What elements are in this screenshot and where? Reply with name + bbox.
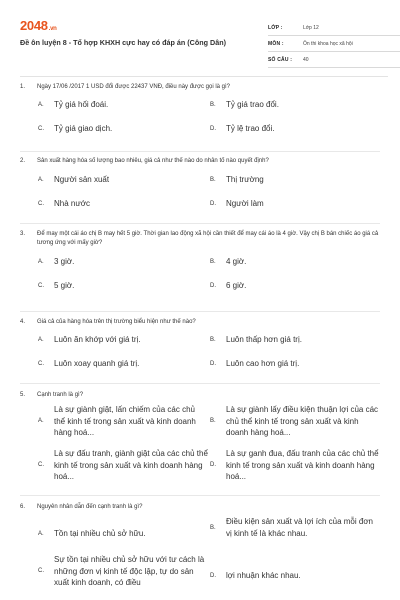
- option-text: Tỷ giá giao dịch.: [54, 124, 113, 133]
- option-text: 3 giờ.: [54, 257, 75, 266]
- question-text: Để may một cái áo chị B may hết 5 giờ. Thời gian lao động xã hội cần thiết để may cái áo là 4 giờ. Vậy chị B bán chiếc áo giá cả tương ứng với mấy giờ?: [37, 231, 379, 246]
- option-letter: D.: [210, 572, 216, 579]
- option-letter: C.: [38, 200, 44, 207]
- option-c[interactable]: [38, 280, 208, 292]
- option-text: Người sản xuất: [54, 175, 110, 184]
- option-c[interactable]: [38, 198, 208, 210]
- option-a[interactable]: [38, 174, 208, 186]
- option-text: Tồn tại nhiều chủ sở hữu.: [54, 529, 146, 539]
- option-a[interactable]: [38, 522, 208, 546]
- option-text: lợi nhuận khác nhau.: [226, 571, 301, 580]
- option-letter: B.: [210, 336, 216, 343]
- option-letter: D.: [210, 360, 216, 367]
- option-text: Là sự đấu tranh, giành giật của các chủ thể kinh tế trong sản xuất và kinh doanh hàng hoá...: [54, 449, 208, 481]
- option-letter: D.: [210, 282, 216, 289]
- question-list: [20, 76, 380, 600]
- option-b[interactable]: [210, 516, 380, 539]
- site-logo[interactable]: [20, 18, 57, 33]
- info-row-subject: [268, 36, 400, 52]
- question-text: Sản xuất hàng hóa số lượng bao nhiêu, giá cả như thế nào do nhân tố nào quyết định?: [37, 158, 269, 164]
- question-6: [20, 496, 380, 600]
- question-text: Nguyên nhân dẫn đến cạnh tranh là gì?: [37, 504, 143, 510]
- option-letter: C.: [38, 360, 44, 367]
- question-stem: [20, 83, 380, 92]
- option-text: Tỷ giá trao đổi.: [226, 100, 279, 109]
- option-d[interactable]: [210, 123, 380, 135]
- option-a[interactable]: [38, 404, 208, 439]
- option-b[interactable]: [210, 334, 380, 346]
- logo-brand: 2048: [20, 18, 48, 33]
- option-letter: B.: [210, 101, 216, 108]
- question-4: [20, 312, 380, 384]
- document-title: Đề ôn luyện 8 - Tổ hợp KHXH cực hay có đáp án (Công Dân): [20, 38, 226, 47]
- option-letter: D.: [210, 200, 216, 207]
- option-text: Thị trường: [226, 175, 264, 184]
- option-a[interactable]: [38, 256, 208, 268]
- option-text: Là sự ganh đua, đấu tranh của các chủ thể kinh tế trong sản xuất và kinh doanh hàng hoá...: [226, 449, 379, 481]
- info-label: SỐ CÂU :: [268, 56, 293, 63]
- option-c[interactable]: [38, 554, 208, 589]
- option-text: Sự tồn tại nhiều chủ sở hữu với tư cách là những đơn vị kinh tế độc lập, tự do sản xuất kinh doanh, có điều: [54, 555, 205, 587]
- question-text: Ngày 17/06 /2017 1 USD đổi được 22437 VNĐ, điều này được gọi là gì?: [37, 84, 231, 90]
- option-letter: B.: [210, 418, 216, 425]
- info-label: MÔN :: [268, 40, 284, 47]
- option-a[interactable]: [38, 99, 208, 111]
- option-d[interactable]: [210, 448, 380, 483]
- option-b[interactable]: [210, 256, 380, 268]
- question-text: Giá cả của hàng hóa trên thị trường biểu hiện như thế nào?: [37, 319, 196, 325]
- option-text: Luôn xoay quanh giá trị.: [54, 359, 140, 368]
- question-number: 5.: [20, 392, 26, 398]
- option-letter: B.: [210, 176, 216, 183]
- question-stem: [20, 157, 380, 166]
- info-label: LỚP :: [268, 24, 283, 31]
- option-letter: B.: [210, 258, 216, 265]
- info-row-class: [268, 20, 400, 36]
- option-text: Nhà nước: [54, 199, 90, 208]
- option-d[interactable]: [210, 570, 380, 582]
- option-text: Người làm: [226, 199, 264, 208]
- question-2: [20, 152, 380, 224]
- option-d[interactable]: [210, 358, 380, 370]
- option-letter: A.: [38, 176, 44, 183]
- question-5: [20, 384, 380, 496]
- question-stem: [20, 318, 380, 327]
- question-3: [20, 224, 380, 312]
- option-text: 5 giờ.: [54, 281, 75, 290]
- option-letter: C.: [38, 282, 44, 289]
- option-b[interactable]: [210, 404, 380, 439]
- option-letter: A.: [38, 531, 44, 537]
- option-letter: B.: [210, 524, 216, 531]
- logo-suffix: .vn: [48, 26, 57, 32]
- question-number: 3.: [20, 231, 26, 237]
- option-letter: D.: [210, 125, 216, 132]
- option-letter: A.: [38, 336, 44, 343]
- option-text: Là sự giành lấy điều kiện thuận lợi của các chủ thể kinh tế trong sản xuất và kinh doanh hàng hoá...: [226, 405, 379, 437]
- option-letter: A.: [38, 101, 44, 108]
- option-text: Điều kiện sản xuất và lợi ích của mỗi đơn vị kinh tế là khác nhau.: [226, 517, 374, 538]
- question-text: Cạnh tranh là gì?: [37, 392, 84, 398]
- question-stem: [20, 391, 380, 400]
- option-letter: C.: [38, 568, 44, 575]
- question-stem: [20, 230, 380, 248]
- option-a[interactable]: [38, 334, 208, 346]
- question-number: 6.: [20, 504, 26, 510]
- info-table: [268, 20, 400, 68]
- option-text: Luôn cao hơn giá trị.: [226, 359, 300, 368]
- option-letter: A.: [38, 418, 44, 425]
- option-c[interactable]: [38, 123, 208, 135]
- option-letter: C.: [38, 462, 44, 469]
- option-text: Luôn ăn khớp với giá trị.: [54, 335, 141, 344]
- question-number: 1.: [20, 84, 26, 90]
- option-text: Tỷ giá hối đoái.: [54, 100, 109, 109]
- option-c[interactable]: [38, 358, 208, 370]
- option-text: Luôn thấp hơn giá trị.: [226, 335, 302, 344]
- option-d[interactable]: [210, 280, 380, 292]
- option-d[interactable]: [210, 198, 380, 210]
- question-number: 4.: [20, 319, 26, 325]
- info-value: Ôn thi khoa học xã hội: [303, 40, 353, 47]
- option-b[interactable]: [210, 174, 380, 186]
- question-number: 2.: [20, 158, 26, 164]
- option-text: 6 giờ.: [226, 281, 247, 290]
- option-text: 4 giờ.: [226, 257, 247, 266]
- option-text: Tỷ lệ trao đổi.: [226, 124, 275, 133]
- option-letter: D.: [210, 462, 216, 469]
- question-1: [20, 76, 380, 152]
- document-header: [20, 10, 388, 72]
- info-value: Lớp 12: [303, 24, 319, 31]
- info-value: 40: [303, 56, 309, 63]
- info-row-count: [268, 52, 400, 68]
- option-text: Là sự giành giật, lấn chiếm của các chủ thể kinh tế trong sản xuất và kinh doanh hàng hoá...: [54, 405, 196, 437]
- question-stem: [20, 503, 380, 512]
- option-b[interactable]: [210, 99, 380, 111]
- option-letter: C.: [38, 125, 44, 132]
- option-letter: A.: [38, 258, 44, 265]
- option-c[interactable]: [38, 448, 208, 483]
